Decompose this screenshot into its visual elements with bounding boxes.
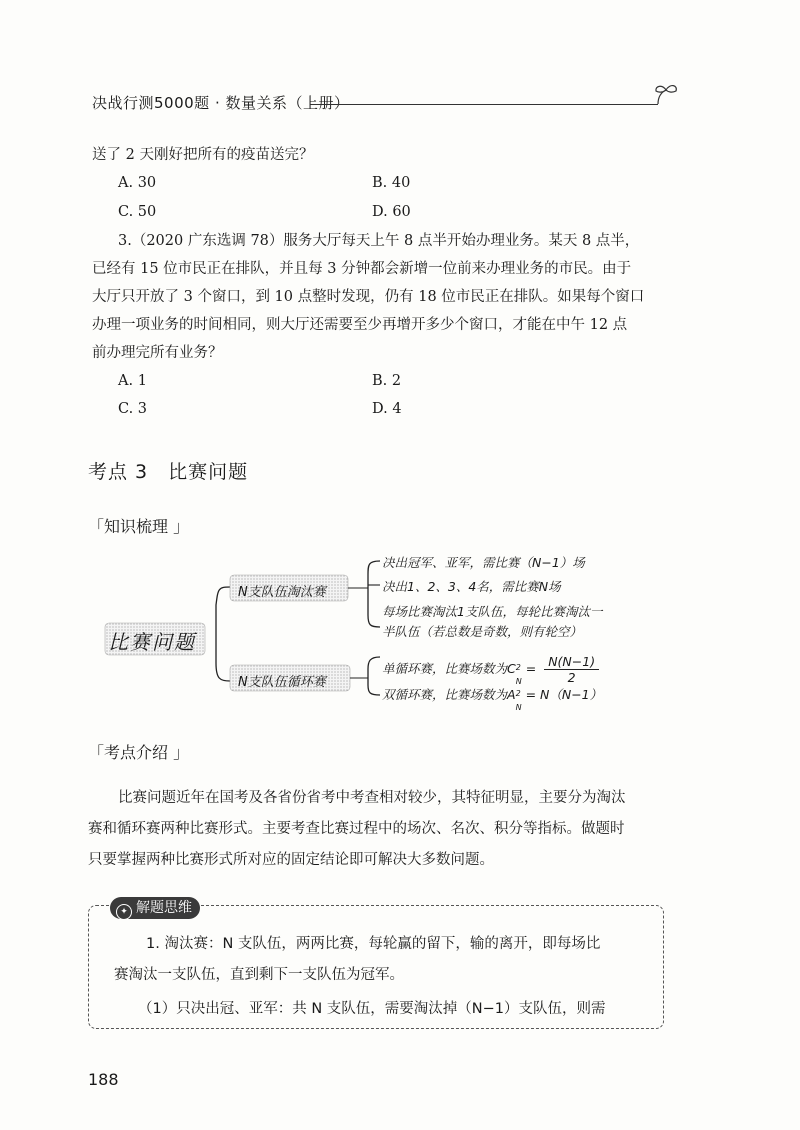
question-tail: 送了 2 天刚好把所有的疫苗送完？ <box>92 147 314 163</box>
thinking-line-1: 1. 淘汰赛：N 支队伍，两两比赛，每轮赢的留下，输的离开，即每场比 <box>146 936 601 952</box>
fraction-numerator: N(N−1) <box>544 654 599 670</box>
option-c: C. 50 <box>118 204 157 220</box>
fraction-denominator: 2 <box>567 670 576 685</box>
intro-line-1: 比赛问题近年在国考及各省份省考中考查相对较少，其特征明显，主要分为淘汰 <box>118 790 626 806</box>
branch2-node: N支队伍循环赛 <box>238 675 326 690</box>
thinking-line-2: 赛淘汰一支队伍，直到剩下一支队伍为冠军。 <box>114 967 404 983</box>
q3-line-4: 办理一项业务的时间相同，则大厅还需要至少再增开多少个窗口，才能在中午 12 点 <box>92 317 628 333</box>
page-number: 188 <box>88 1070 119 1089</box>
header-rule <box>310 104 658 105</box>
branch1-node: N支队伍淘汰赛 <box>238 585 326 600</box>
sprout-icon <box>652 82 680 108</box>
compass-icon: ✦ <box>116 904 132 920</box>
intro-heading: 「考点介绍 」 <box>88 743 190 762</box>
q3-line-2: 已经有 15 位市民正在排队，并且每 3 分钟都会新增一位前来办理业务的市民。由于 <box>92 261 632 277</box>
running-header: 决战行测5000题 · 数量关系（上册） <box>92 94 350 112</box>
knowledge-heading: 「知识梳理 」 <box>88 517 190 536</box>
intro-line-2: 赛和循环赛两种比赛形式。主要考查比赛过程中的场次、名次、积分等指标。做题时 <box>88 821 625 837</box>
q3-line-1: 3.（2020 广东选调 78）服务大厅每天上午 8 点半开始办理业务。某天 8 点半， <box>118 233 640 249</box>
branch1-item-1: 决出冠军、亚军，需比赛（N−1）场 <box>382 555 585 570</box>
option-b: B. 40 <box>372 175 411 191</box>
q3-option-a: A. 1 <box>118 373 147 389</box>
section-title: 考点 3 比赛问题 <box>88 461 249 483</box>
q3-line-5: 前办理完所有业务？ <box>92 345 223 361</box>
q3-option-d: D. 4 <box>372 401 402 417</box>
root-node: 比赛问题 <box>108 630 196 654</box>
q3-option-c: C. 3 <box>118 401 148 417</box>
thinking-line-3: （1）只决出冠、亚军：共 N 支队伍，需要淘汰掉（N−1）支队伍，则需 <box>138 1001 606 1017</box>
intro-line-3: 只要掌握两种比赛形式所对应的固定结论即可解决大多数问题。 <box>88 852 494 868</box>
option-a: A. 30 <box>118 175 157 191</box>
branch2-item-1: 单循环赛，比赛场数为C 2 N = $\frac{N(N-1)}{2}$ <box>382 654 599 685</box>
branch2-item-2: 双循环赛，比赛场数为A 2 N = N（N−1） <box>382 687 603 712</box>
q3-line-3: 大厅只开放了 3 个窗口，到 10 点整时发现，仍有 18 位市民正在排队。如果每个窗口 <box>92 289 645 305</box>
option-d: D. 60 <box>372 204 411 220</box>
branch1-item-2: 决出1、2、3、4名，需比赛N场 <box>382 579 561 594</box>
thinking-badge: ✦ 解题思维 <box>110 897 200 919</box>
branch1-item-3: 每场比赛淘汰1支队伍，每轮比赛淘汰一 <box>382 604 603 619</box>
q3-option-b: B. 2 <box>372 373 402 389</box>
branch1-item-4: 半队伍（若总数是奇数，则有轮空） <box>382 624 583 639</box>
